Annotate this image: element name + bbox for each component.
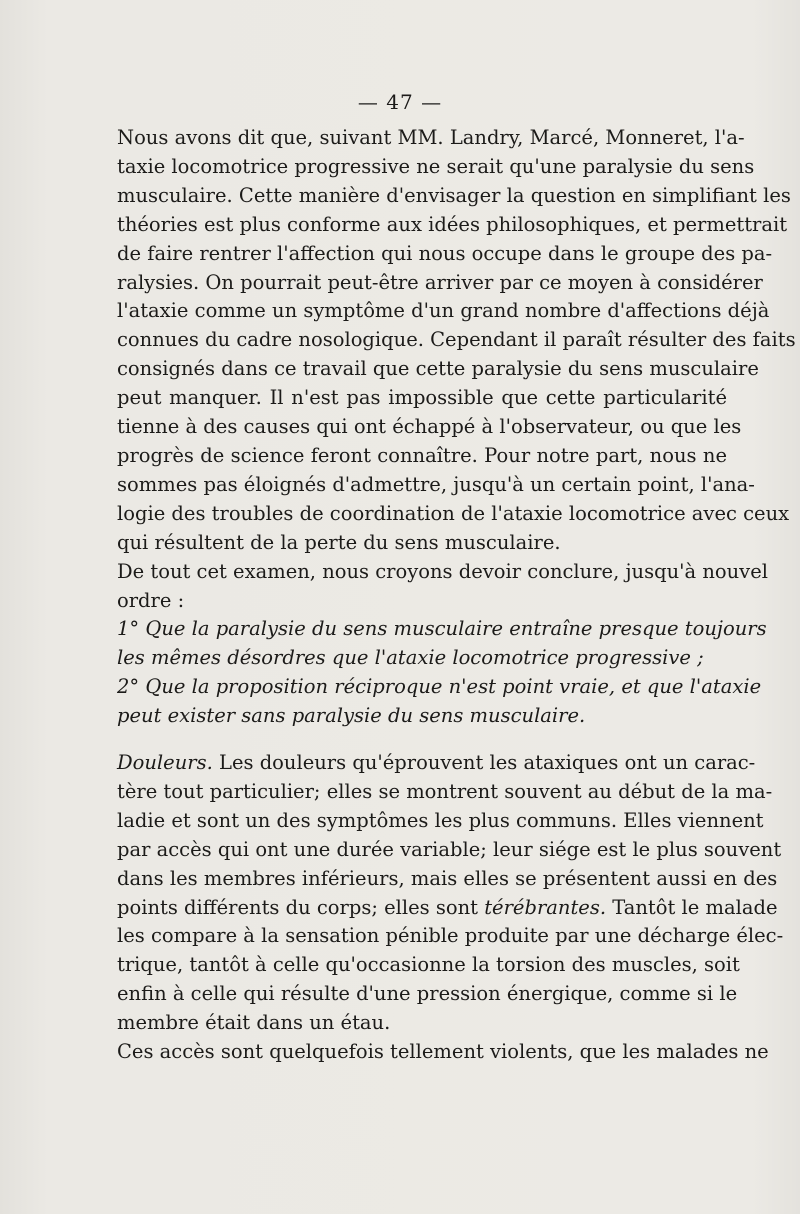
text-line: 1° Que la paralysie du sens musculaire entraîne presque toujours [117,617,767,641]
text-fragment: Les douleurs qu'éprouvent les ataxiques ont un carac- [212,751,756,775]
text-line: trique, tantôt à celle qu'occasionne la torsion des muscles, soit [117,953,740,977]
text-line: consignés dans ce travail que cette paralysie du sens musculaire [117,357,759,381]
body-text [117,124,796,1067]
text-fragment: Tantôt le malade [606,895,778,919]
text-line: Nous avons dit que, suivant MM. Landry, Marcé, Monneret, l'a- [117,126,745,149]
text-line: De tout cet examen, nous croyons devoir conclure, jusqu'à nouvel [117,559,768,583]
text-line [117,894,778,923]
text-line: dans les membres inférieurs, mais elles se présentent aussi en des [117,866,778,890]
text-line: connues du cadre nosologique. Cependant il paraît résulter des faits [117,328,796,352]
text-line: musculaire. Cette manière d'envisager la question en simplifiant les [117,183,791,207]
page-number: — 47 — [357,90,443,114]
conclusion-2 [117,673,762,731]
text-line: enfin à celle qui résulte d'une pression énergique, comme si le [117,982,738,1006]
text-line: l'ataxie comme un symptôme d'un grand nombre d'affections déjà [117,299,770,323]
text-line: par accès qui ont une durée variable; leur siége est le plus souvent [117,837,782,861]
section-heading-douleurs: Douleurs. [117,751,213,775]
text-line: de faire rentrer l'affection qui nous occupe dans le groupe des pa- [117,241,773,265]
text-line: tienne à des causes qui ont échappé à l'observateur, ou que les [117,415,742,439]
text-line: qui résultent de la perte du sens musculaire. [117,530,561,554]
text-line: peut exister sans paralysie du sens musculaire. [117,704,586,728]
text-line: peut manquer. Il n'est pas impossible que cette particularité [117,386,727,410]
text-line: ralysies. On pourrait peut-être arriver par ce moyen à considérer [117,270,763,294]
text-line [117,749,756,778]
text-fragment: points différents du corps; elles sont [117,895,485,919]
text-line: logie des troubles de coordination de l'ataxie locomotrice avec ceux [117,501,790,525]
paragraph-1 [117,124,796,558]
conclusion-1 [117,615,767,673]
text-line: ordre : [117,588,185,612]
text-line: les mêmes désordres que l'ataxie locomotrice progressive ; [117,646,704,670]
text-line: 2° Que la proposition réciproque n'est point vraie, et que l'ataxie [117,675,762,699]
text-line: tère tout particulier; elles se montrent souvent au début de la ma- [117,779,773,803]
text-line: théories est plus conforme aux idées philosophiques, et permettrait [117,212,788,236]
text-line: les compare à la sensation pénible produite par une décharge élec- [117,924,784,948]
text-line: sommes pas éloignés d'admettre, jusqu'à un certain point, l'ana- [117,472,755,496]
paragraph-4 [117,1038,769,1067]
emphasis-terebrantes: térébrantes. [484,895,607,919]
text-line: taxie locomotrice progressive ne serait qu'une paralysie du sens [117,154,755,178]
paragraph-3 [117,749,784,1038]
text-line: Ces accès sont quelquefois tellement violents, que les malades ne [117,1040,769,1064]
text-line: progrès de science feront connaître. Pour notre part, nous ne [117,443,727,467]
text-line: ladie et sont un des symptômes les plus communs. Elles viennent [117,808,764,832]
paragraph-spacer [117,731,727,749]
text-line: membre était dans un étau. [117,1011,391,1035]
paragraph-2 [117,558,768,616]
